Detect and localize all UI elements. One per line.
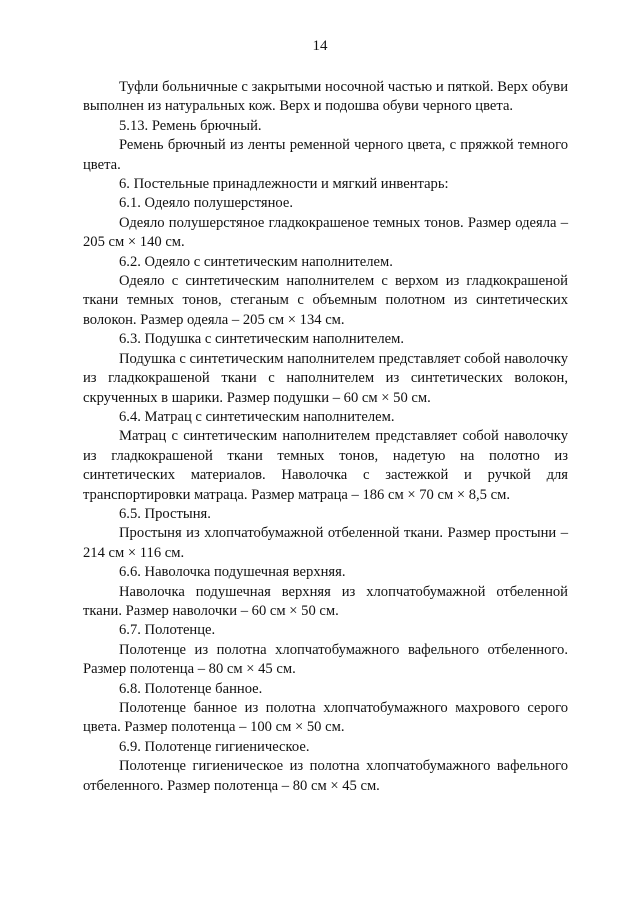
section-heading-6: 6. Постельные принадлежности и мягкий инвентарь: xyxy=(119,176,449,193)
paragraph-wool-blanket: Одеяло полушерстяное гладкокрашеное темных тонов. Размер одеяла – 205 см × 140 см. xyxy=(83,214,568,251)
paragraph-pillow: Подушка с синтетическим наполнителем представляет собой наволочку из гладкокрашеной ткани с наполнителем из синтетических волокон, скрученных в шарики. Размер подушки – 60 см × 50 см. xyxy=(83,350,568,406)
paragraph-towel: Полотенце из полотна хлопчатобумажного вафельного отбеленного. Размер полотенца – 80 см × 45 см. xyxy=(83,641,568,678)
section-heading-6-7: 6.7. Полотенце. xyxy=(119,622,216,639)
paragraph-synthetic-blanket: Одеяло с синтетическим наполнителем с верхом из гладкокрашеной ткани темных тонов, стеганым с объемным полотном из синтетических волокон. Размер одеяла – 205 см × 134 см. xyxy=(83,273,568,328)
section-heading-6-1: 6.1. Одеяло полушерстяное. xyxy=(119,195,294,212)
paragraph-shoes-description: Туфли больничные с закрытыми носочной частью и пяткой. Верх обуви выполнен из натуральных кож. Верх и подошва обуви черного цвета. xyxy=(83,79,568,115)
paragraph-belt-description: Ремень брючный из ленты ременной черного цвета, с пряжкой темного цвета. xyxy=(83,137,568,173)
paragraph-bath-towel: Полотенце банное из полотна хлопчатобумажного махрового серого цвета. Размер полотенца – 100 см × 50 см. xyxy=(83,700,568,736)
paragraph-sheet: Простыня из хлопчатобумажной отбеленной ткани. Размер простыни – 214 см × 116 см. xyxy=(83,525,568,561)
page-number: 14 xyxy=(312,38,328,54)
section-heading-6-4: 6.4. Матрац с синтетическим наполнителем. xyxy=(119,408,395,425)
paragraph-hygiene-towel: Полотенце гигиеническое из полотна хлопчатобумажного вафельного отбеленного. Размер полотенца – 80 см × 45 см. xyxy=(83,758,568,794)
section-heading-6-9: 6.9. Полотенце гигиеническое. xyxy=(119,738,310,755)
paragraph-mattress: Матрац с синтетическим наполнителем представляет собой наволочку из гладкокрашеной ткани темных тонов, надетую на полотно из синтетических материалов. Наволочка с застежкой и ручкой для транспортировки матраца. Размер матраца – 186 см × 70 см × 8,5 см. xyxy=(83,428,568,503)
paragraph-pillowcase: Наволочка подушечная верхняя из хлопчатобумажной отбеленной ткани. Размер наволочки – 60 см × 50 см. xyxy=(83,583,568,619)
section-heading-6-6: 6.6. Наволочка подушечная верхняя. xyxy=(119,564,346,581)
section-heading-6-5: 6.5. Простыня. xyxy=(119,505,211,522)
section-heading-6-8: 6.8. Полотенце банное. xyxy=(119,680,263,697)
section-heading-6-2: 6.2. Одеяло с синтетическим наполнителем. xyxy=(119,253,393,270)
section-heading-6-3: 6.3. Подушка с синтетическим наполнителем. xyxy=(119,331,405,348)
section-heading-5-13: 5.13. Ремень брючный. xyxy=(119,117,262,134)
document-body xyxy=(83,78,568,796)
